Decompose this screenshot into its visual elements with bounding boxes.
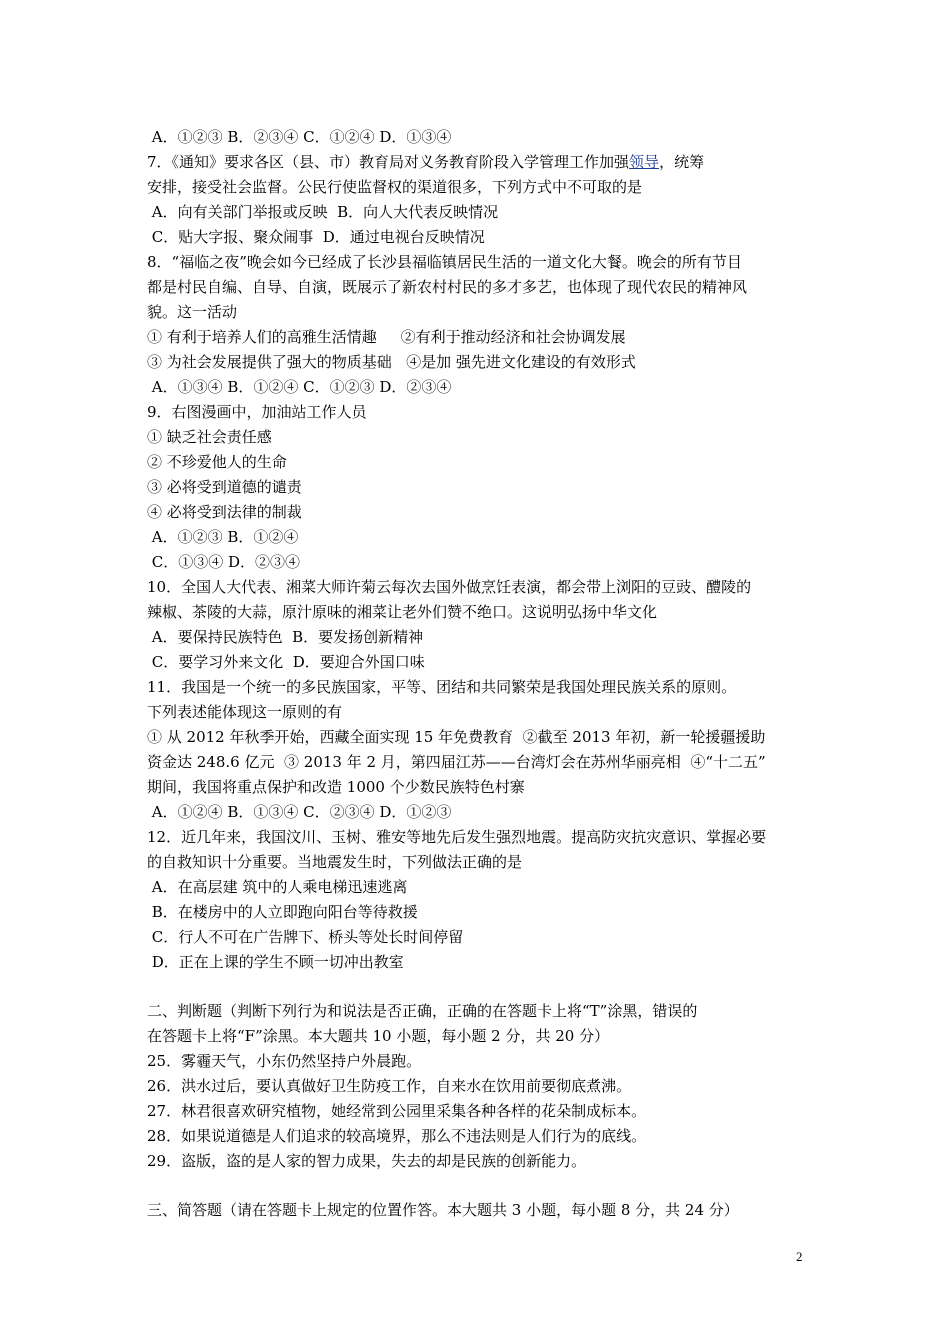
q25: 25．雾霾天气，小东仍然坚持户外晨跑。 [147, 1052, 422, 1070]
q9-options-ab: A．①②③ B．①②④ [147, 528, 299, 546]
q7-options-cd: C．贴大字报、聚众闹事 D．通过电视台反映情况 [147, 228, 485, 246]
q11-stem-line-1: 11．我国是一个统一的多民族国家，平等、团结和共同繁荣是我国处理民族关系的原则。 [147, 678, 737, 696]
q8-stem-line-1: 8．“福临之夜”晚会如今已经成了长沙县福临镇居民生活的一道文化大餐。晚会的所有节目 [147, 253, 742, 271]
q6-options: A．①②③ B．②③④ C．①②④ D．①③④ [147, 128, 452, 146]
section2-heading-line-1: 二、判断题（判断下列行为和说法是否正确，正确的在答题卡上将“T”涂黑，错误的 [147, 1002, 698, 1020]
q7-stem-text-tail: ，统筹 [659, 153, 705, 171]
q12-option-a: A．在高层建 筑中的人乘电梯迅速逃离 [147, 878, 408, 896]
q9-item-3: ③ 必将受到道德的谴责 [147, 478, 302, 496]
q12-option-c: C．行人不可在广告牌下、桥头等处长时间停留 [147, 928, 464, 946]
q26: 26．洪水过后，要认真做好卫生防疫工作，自来水在饮用前要彻底煮沸。 [147, 1077, 632, 1095]
q10-options-ab: A．要保持民族特色 B．要发扬创新精神 [147, 628, 424, 646]
q7-options-ab: A．向有关部门举报或反映 B．向人大代表反映情况 [147, 203, 499, 221]
q12-option-b: B．在楼房中的人立即跑向阳台等待救援 [147, 903, 418, 921]
q7-stem-line-1 [147, 152, 704, 172]
q11-stem-line-2: 下列表述能体现这一原则的有 [147, 703, 343, 721]
q28: 28．如果说道德是人们追求的较高境界，那么不违法则是人们行为的底线。 [147, 1127, 647, 1145]
section3-heading: 三、简答题（请在答题卡上规定的位置作答。本大题共 3 小题，每小题 8 分，共 24 分） [147, 1201, 739, 1219]
q10-stem-line-2: 辣椒、茶陵的大蒜，原汁原味的湘菜让老外们赞不绝口。这说明弘扬中华文化 [147, 603, 658, 621]
q10-stem-line-1: 10．全国人大代表、湘菜大师许菊云每次去国外做烹饪表演，都会带上浏阳的豆豉、醴陵的 [147, 578, 752, 596]
q9-stem: 9．右图漫画中，加油站工作人员 [147, 403, 367, 421]
q8-options: A．①③④ B．①②④ C．①②③ D．②③④ [147, 378, 452, 396]
q8-stem-line-2: 都是村民自编、自导、自演，既展示了新农村村民的多才多艺，也体现了现代农民的精神风 [147, 278, 748, 296]
q11-items-line-1: ① 从 2012 年秋季开始，西藏全面实现 15 年免费教育 ②截至 2013 年初，新一轮援疆援助 [147, 728, 766, 746]
q10-options-cd: C．要学习外来文化 D．要迎合外国口味 [147, 653, 425, 671]
q8-items-34: ③ 为社会发展提供了强大的物质基础 ④是加 强先进文化建设的有效形式 [147, 353, 636, 371]
q8-items-12: ① 有利于培养人们的高雅生活情趣 ②有利于推动经济和社会协调发展 [147, 328, 626, 346]
q9-item-2: ② 不珍爱他人的生命 [147, 453, 287, 471]
q11-items-line-3: 期间，我国将重点保护和改造 1000 个少数民族特色村寨 [147, 778, 525, 796]
q9-item-4: ④ 必将受到法律的制裁 [147, 503, 302, 521]
q11-items-line-2: 资金达 248.6 亿元 ③ 2013 年 2 月，第四届江苏——台湾灯会在苏州华丽亮相 ④“十二五” [147, 753, 766, 771]
q27: 27．林君很喜欢研究植物，她经常到公园里采集各种各样的花朵制成标本。 [147, 1102, 647, 1120]
page-number: 2 [796, 1249, 803, 1264]
q7-stem-text: 7．《通知》要求各区（县、市）教育局对义务教育阶段入学管理工作加强 [147, 153, 630, 171]
q29: 29．盗版，盗的是人家的智力成果，失去的却是民族的创新能力。 [147, 1152, 587, 1170]
q11-options: A．①②④ B．①③④ C．②③④ D．①②③ [147, 803, 452, 821]
q7-stem-line-2: 安排，接受社会监督。公民行使监督权的渠道很多，下列方式中不可取的是 [147, 178, 643, 196]
q9-options-cd: C．①③④ D．②③④ [147, 553, 301, 571]
lingdao-link[interactable]: 领导 [629, 153, 660, 171]
q9-item-1: ① 缺乏社会责任感 [147, 428, 272, 446]
section2-heading-line-2: 在答题卡上将“F”涂黑。本大题共 10 小题，每小题 2 分，共 20 分） [147, 1027, 610, 1045]
q12-stem-line-1: 12．近几年来，我国汶川、玉树、雅安等地先后发生强烈地震。提高防灾抗灾意识、掌握必要 [147, 828, 767, 846]
q12-option-d: D．正在上课的学生不顾一切冲出教室 [147, 953, 404, 971]
q8-stem-line-3: 貌。这一活动 [147, 303, 238, 321]
q12-stem-line-2: 的自救知识十分重要。当地震发生时，下列做法正确的是 [147, 853, 523, 871]
